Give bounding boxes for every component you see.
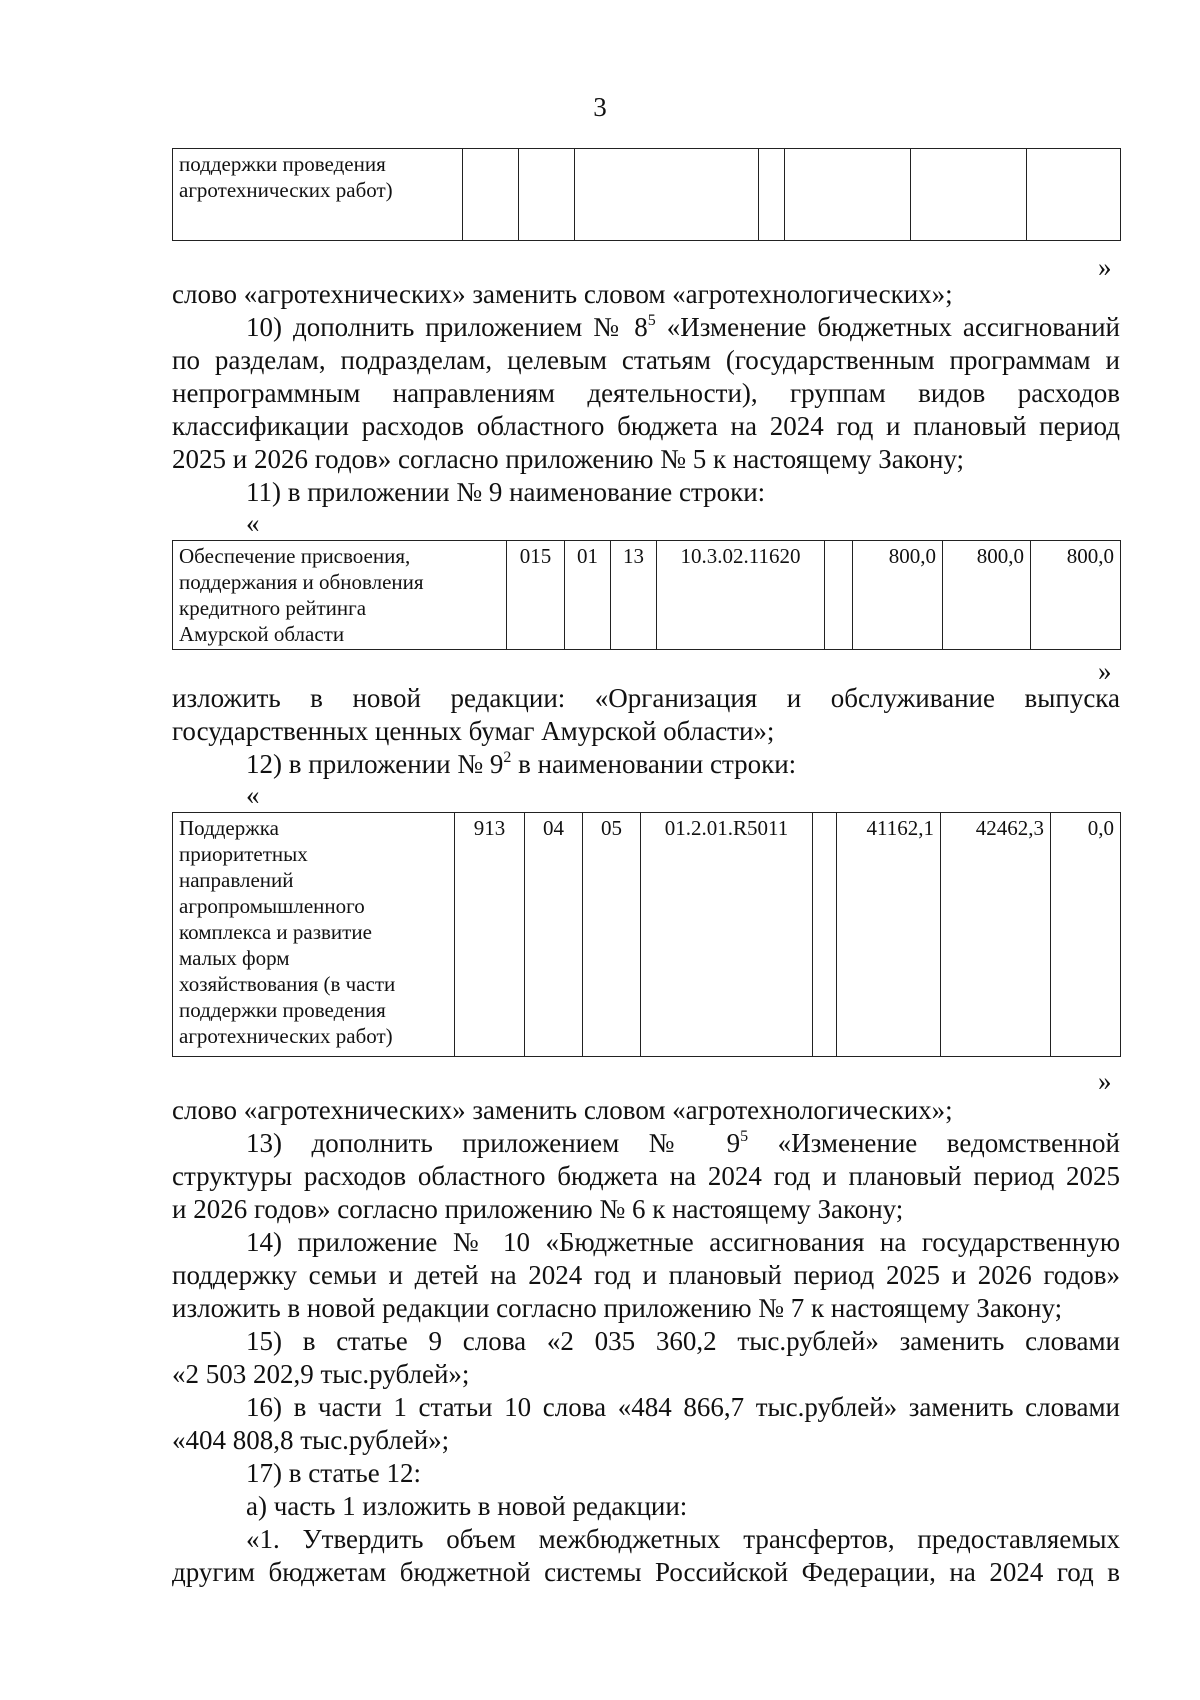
table-row (173, 541, 1121, 650)
text-line: 13) дополнить приложением № $9^5$ «Изменение ведомственной (246, 1128, 1120, 1158)
table-cell (575, 149, 759, 241)
row-name-line: поддержания и обновления (179, 570, 424, 594)
text-line: государственных ценных бумаг Амурской области»; (172, 716, 775, 746)
opening-quote: « (246, 780, 260, 810)
text-line: изложить в новой редакции согласно приложению № 7 к настоящему Закону; (172, 1293, 1063, 1323)
text-line: поддержку семьи и детей на 2024 год и плановый период 2025 и 2026 годов» (172, 1260, 1120, 1290)
text-line: а) часть 1 изложить в новой редакции: (246, 1491, 688, 1521)
text-line: 14) приложение № 10 «Бюджетные ассигнования на государственную (246, 1227, 1120, 1257)
target-article-cell: 10.3.02.11620 (657, 541, 825, 650)
subsection-cell: 13 (611, 541, 657, 650)
section-cell: 04 (525, 813, 583, 1057)
subsection-cell: 05 (583, 813, 641, 1057)
code-cell: 015 (507, 541, 565, 650)
text-line: другим бюджетам бюджетной системы Российской Федерации, на 2024 год в (172, 1557, 1120, 1587)
text-line: слово «агротехнических» заменить словом «агротехнологических»; (172, 279, 953, 309)
amount-2024-cell: 41162,1 (837, 813, 941, 1057)
table-continuation (172, 148, 1121, 241)
row-name-line: малых форм (179, 946, 290, 970)
closing-quote: » (1098, 252, 1112, 282)
text-line: структуры расходов областного бюджета на 2024 год и плановый период 2025 (172, 1161, 1120, 1191)
table-cell (911, 149, 1027, 241)
text-line: 11) в приложении № 9 наименование строки: (246, 477, 766, 507)
row-name-cell (173, 541, 507, 650)
section-cell: 01 (565, 541, 611, 650)
table-cell (759, 149, 785, 241)
text-line: 16) в части 1 статьи 10 слова «484 866,7 тыс.рублей» заменить словами (246, 1392, 1120, 1422)
text-line: изложить в новой редакции: «Организация и обслуживание выпуска (172, 683, 1120, 713)
target-article-cell: 01.2.01.R5011 (641, 813, 813, 1057)
code-cell: 913 (455, 813, 525, 1057)
row-name-line: хозяйствования (в части (179, 972, 396, 996)
row-name-line: кредитного рейтинга (179, 596, 367, 620)
text-line: «404 808,8 тыс.рублей»; (172, 1425, 450, 1455)
row-name-line: приоритетных (179, 842, 308, 866)
row-name-line: комплекса и развитие (179, 920, 372, 944)
text-line: слово «агротехнических» заменить словом «агротехнологических»; (172, 1095, 953, 1125)
row-name-cell (173, 813, 455, 1057)
row-name-line: агротехнических работ) (179, 178, 393, 202)
page-number: 3 (593, 92, 607, 122)
row-name-line: направлений (179, 868, 294, 892)
table-agro-support-row (172, 812, 1121, 1057)
text-line: по разделам, подразделам, целевым статьям (государственным программам и (172, 345, 1120, 375)
text-line: 17) в статье 12: (246, 1458, 421, 1488)
opening-quote: « (246, 508, 260, 538)
text-line: классификации расходов областного бюджета на 2024 год и плановый период (172, 411, 1120, 441)
row-name-line: агротехнических работ) (179, 1024, 393, 1048)
text-line: «2 503 202,9 тыс.рублей»; (172, 1359, 470, 1389)
expense-group-cell (825, 541, 853, 650)
row-name-line: поддержки проведения (179, 152, 386, 176)
table-credit-rating-row (172, 540, 1121, 650)
expense-group-cell (813, 813, 837, 1057)
row-name-line: агропромышленного (179, 894, 365, 918)
amount-2024-cell: 800,0 (853, 541, 943, 650)
table-cell (519, 149, 575, 241)
row-name-cell (173, 149, 463, 241)
text-line: и 2026 годов» согласно приложению № 6 к настоящему Закону; (172, 1194, 904, 1224)
row-name-line: Амурской области (179, 622, 345, 646)
amount-2025-cell: 42462,3 (941, 813, 1051, 1057)
amount-2025-cell: 800,0 (943, 541, 1031, 650)
text-line: «1. Утвердить объем межбюджетных трансфертов, предоставляемых (246, 1524, 1120, 1554)
closing-quote: » (1098, 656, 1112, 686)
text-line: 2025 и 2026 годов» согласно приложению № 5 к настоящему Закону; (172, 444, 965, 474)
table-cell (463, 149, 519, 241)
amount-2026-cell: 800,0 (1031, 541, 1121, 650)
table-cell (1027, 149, 1121, 241)
amount-2026-cell: 0,0 (1051, 813, 1121, 1057)
text-line: 15) в статье 9 слова «2 035 360,2 тыс.рублей» заменить словами (246, 1326, 1120, 1356)
text-line: непрограммным направлениям деятельности), группам видов расходов (172, 378, 1120, 408)
text-line: 12) в приложении № $9^2$ в наименовании строки: (246, 749, 797, 779)
row-name-line: Обеспечение присвоения, (179, 544, 411, 568)
closing-quote: » (1098, 1066, 1112, 1096)
table-row (173, 813, 1121, 1057)
table-row (173, 149, 1121, 241)
row-name-line: Поддержка (179, 816, 279, 840)
text-line: 10) дополнить приложением № $8^5$ «Изменение бюджетных ассигнований (246, 312, 1120, 342)
table-cell (785, 149, 911, 241)
row-name-line: поддержки проведения (179, 998, 386, 1022)
